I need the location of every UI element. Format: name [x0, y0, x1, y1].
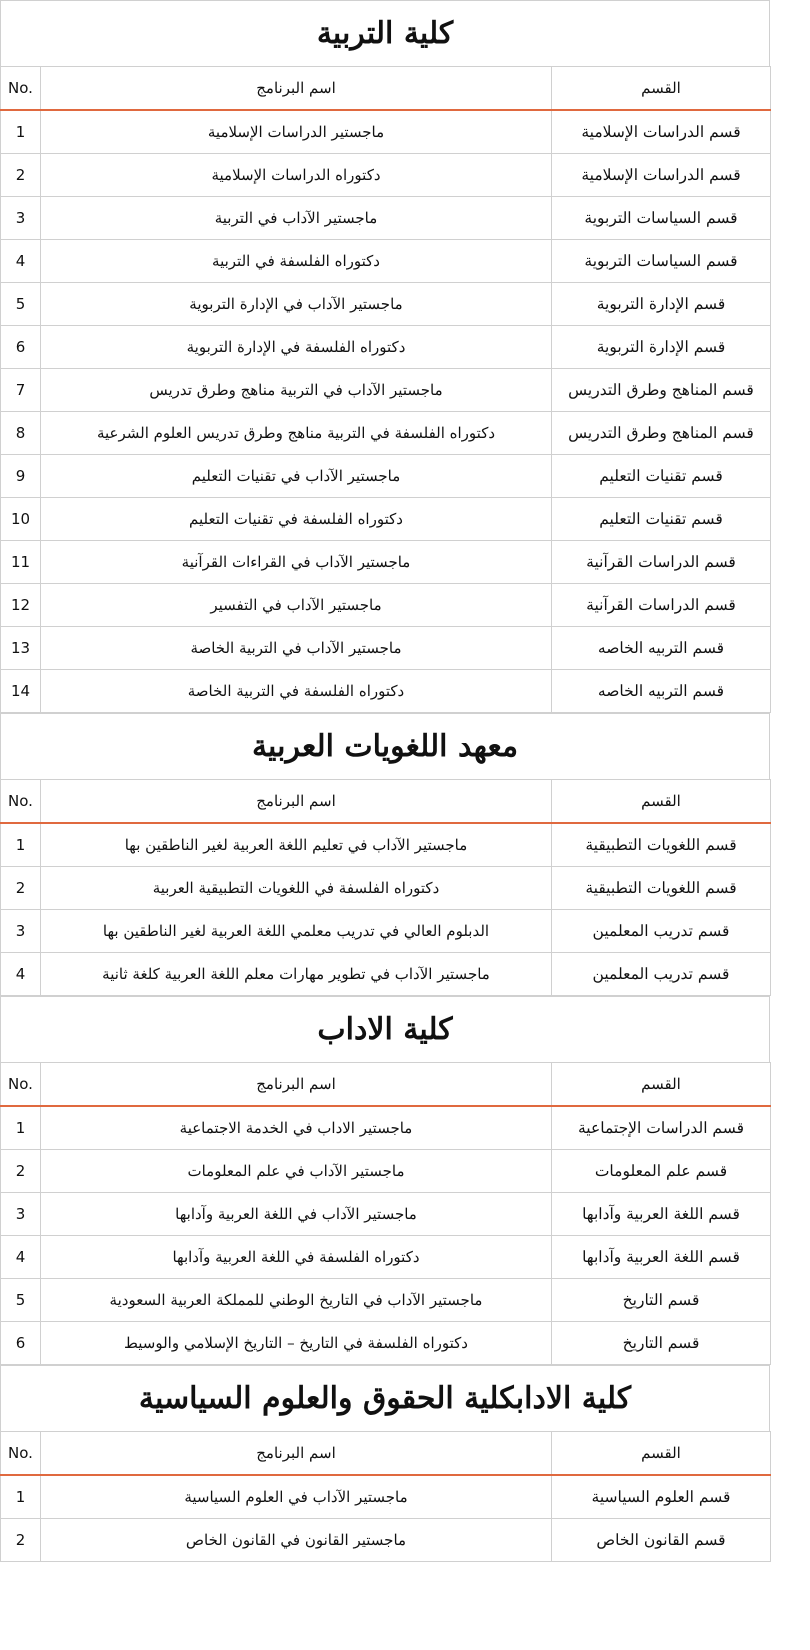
program-name: ماجستير القانون في القانون الخاص: [41, 1519, 552, 1562]
programs-table: [0, 1431, 771, 1562]
program-name: ماجستير الآداب في تعليم اللغة العربية لغير الناطقين بها: [41, 823, 552, 867]
department-name: قسم العلوم السياسية: [552, 1475, 771, 1519]
row-number: 9: [1, 455, 41, 498]
header-program-name: اسم البرنامج: [41, 780, 552, 824]
department-name: قسم التربيه الخاصه: [552, 670, 771, 713]
department-name: قسم المناهج وطرق التدريس: [552, 412, 771, 455]
table-row: [1, 412, 771, 455]
program-name: ماجستير الدراسات الإسلامية: [41, 110, 552, 154]
header-department: القسم: [552, 1432, 771, 1476]
table-header-row: [1, 1063, 771, 1107]
table-row: [1, 498, 771, 541]
section: [0, 0, 770, 713]
table-row: [1, 240, 771, 283]
program-name: دكتوراه الفلسفة في اللغة العربية وآدابها: [41, 1236, 552, 1279]
table-row: [1, 326, 771, 369]
program-name: ماجستير الآداب في العلوم السياسية: [41, 1475, 552, 1519]
table-row: [1, 1150, 771, 1193]
row-number: 3: [1, 910, 41, 953]
header-program-name: اسم البرنامج: [41, 1063, 552, 1107]
department-name: قسم الدراسات القرآنية: [552, 541, 771, 584]
row-number: 5: [1, 283, 41, 326]
programs-table: [0, 66, 771, 713]
department-name: قسم السياسات التربوية: [552, 197, 771, 240]
header-no: No.: [1, 1432, 41, 1476]
row-number: 3: [1, 1193, 41, 1236]
row-number: 1: [1, 823, 41, 867]
department-name: قسم الدراسات القرآنية: [552, 584, 771, 627]
department-name: قسم الدراسات الإسلامية: [552, 110, 771, 154]
program-name: ماجستير الآداب في اللغة العربية وآدابها: [41, 1193, 552, 1236]
table-row: [1, 1193, 771, 1236]
row-number: 2: [1, 1519, 41, 1562]
program-name: دكتوراه الفلسفة في اللغويات التطبيقية العربية: [41, 867, 552, 910]
row-number: 5: [1, 1279, 41, 1322]
row-number: 13: [1, 627, 41, 670]
row-number: 14: [1, 670, 41, 713]
section-title: كلية الاداب: [0, 996, 770, 1062]
table-row: [1, 283, 771, 326]
program-name: ماجستير الآداب في التفسير: [41, 584, 552, 627]
row-number: 1: [1, 110, 41, 154]
program-name: ماجستير الآداب في تقنيات التعليم: [41, 455, 552, 498]
table-row: [1, 1322, 771, 1365]
program-name: ماجستير الآداب في التربية مناهج وطرق تدريس: [41, 369, 552, 412]
header-no: No.: [1, 67, 41, 111]
department-name: قسم اللغة العربية وآدابها: [552, 1193, 771, 1236]
program-name: دكتوراه الفلسفة في التربية: [41, 240, 552, 283]
row-number: 6: [1, 1322, 41, 1365]
row-number: 11: [1, 541, 41, 584]
row-number: 4: [1, 240, 41, 283]
section-title: معهد اللغويات العربية: [0, 713, 770, 779]
department-name: قسم السياسات التربوية: [552, 240, 771, 283]
table-row: [1, 584, 771, 627]
table-header-row: [1, 1432, 771, 1476]
table-row: [1, 627, 771, 670]
department-name: قسم الإدارة التربوية: [552, 283, 771, 326]
table-row: [1, 1106, 771, 1150]
program-name: ماجستير الآداب في القراءات القرآنية: [41, 541, 552, 584]
table-header-row: [1, 67, 771, 111]
programs-table: [0, 1062, 771, 1365]
row-number: 10: [1, 498, 41, 541]
row-number: 4: [1, 1236, 41, 1279]
program-name: الدبلوم العالي في تدريب معلمي اللغة العربية لغير الناطقين بها: [41, 910, 552, 953]
program-name: دكتوراه الفلسفة في تقنيات التعليم: [41, 498, 552, 541]
table-row: [1, 1475, 771, 1519]
department-name: قسم تدريب المعلمين: [552, 953, 771, 996]
program-name: ماجستير الاداب في الخدمة الاجتماعية: [41, 1106, 552, 1150]
table-row: [1, 369, 771, 412]
table-row: [1, 910, 771, 953]
table-row: [1, 110, 771, 154]
header-no: No.: [1, 780, 41, 824]
table-header-row: [1, 780, 771, 824]
table-row: [1, 1279, 771, 1322]
department-name: قسم القانون الخاص: [552, 1519, 771, 1562]
section: [0, 1365, 770, 1562]
header-program-name: اسم البرنامج: [41, 67, 552, 111]
department-name: قسم تقنيات التعليم: [552, 455, 771, 498]
department-name: قسم الدراسات الإسلامية: [552, 154, 771, 197]
department-name: قسم المناهج وطرق التدريس: [552, 369, 771, 412]
department-name: قسم علم المعلومات: [552, 1150, 771, 1193]
row-number: 7: [1, 369, 41, 412]
program-name: دكتوراه الفلسفة في التربية مناهج وطرق تدريس العلوم الشرعية: [41, 412, 552, 455]
header-program-name: اسم البرنامج: [41, 1432, 552, 1476]
table-row: [1, 1236, 771, 1279]
department-name: قسم التربيه الخاصه: [552, 627, 771, 670]
table-row: [1, 953, 771, 996]
programs-table: [0, 779, 771, 996]
program-name: ماجستير الآداب في الإدارة التربوية: [41, 283, 552, 326]
table-row: [1, 455, 771, 498]
program-name: دكتوراه الدراسات الإسلامية: [41, 154, 552, 197]
program-name: ماجستير الآداب في التاريخ الوطني للمملكة العربية السعودية: [41, 1279, 552, 1322]
header-no: No.: [1, 1063, 41, 1107]
row-number: 8: [1, 412, 41, 455]
section-title: كلية التربية: [0, 0, 770, 66]
table-row: [1, 1519, 771, 1562]
department-name: قسم اللغة العربية وآدابها: [552, 1236, 771, 1279]
row-number: 2: [1, 1150, 41, 1193]
row-number: 3: [1, 197, 41, 240]
section: [0, 996, 770, 1365]
department-name: قسم تدريب المعلمين: [552, 910, 771, 953]
program-name: ماجستير الآداب في التربية: [41, 197, 552, 240]
header-department: القسم: [552, 67, 771, 111]
department-name: قسم التاريخ: [552, 1322, 771, 1365]
department-name: قسم التاريخ: [552, 1279, 771, 1322]
header-department: القسم: [552, 780, 771, 824]
program-name: دكتوراه الفلسفة في الإدارة التربوية: [41, 326, 552, 369]
department-name: قسم اللغويات التطبيقية: [552, 867, 771, 910]
program-name: ماجستير الآداب في تطوير مهارات معلم اللغة العربية كلغة ثانية: [41, 953, 552, 996]
table-row: [1, 823, 771, 867]
row-number: 12: [1, 584, 41, 627]
department-name: قسم الإدارة التربوية: [552, 326, 771, 369]
department-name: قسم تقنيات التعليم: [552, 498, 771, 541]
row-number: 2: [1, 867, 41, 910]
row-number: 6: [1, 326, 41, 369]
section: [0, 713, 770, 996]
table-row: [1, 541, 771, 584]
header-department: القسم: [552, 1063, 771, 1107]
table-row: [1, 154, 771, 197]
program-name: ماجستير الآداب في التربية الخاصة: [41, 627, 552, 670]
program-name: دكتوراه الفلسفة في التاريخ – التاريخ الإسلامي والوسيط: [41, 1322, 552, 1365]
section-title: كلية الادابكلية الحقوق والعلوم السياسية: [0, 1365, 770, 1431]
row-number: 1: [1, 1106, 41, 1150]
table-row: [1, 670, 771, 713]
row-number: 4: [1, 953, 41, 996]
program-name: ماجستير الآداب في علم المعلومات: [41, 1150, 552, 1193]
department-name: قسم اللغويات التطبيقية: [552, 823, 771, 867]
department-name: قسم الدراسات الإجتماعية: [552, 1106, 771, 1150]
program-name: دكتوراه الفلسفة في التربية الخاصة: [41, 670, 552, 713]
table-row: [1, 197, 771, 240]
row-number: 2: [1, 154, 41, 197]
table-row: [1, 867, 771, 910]
row-number: 1: [1, 1475, 41, 1519]
